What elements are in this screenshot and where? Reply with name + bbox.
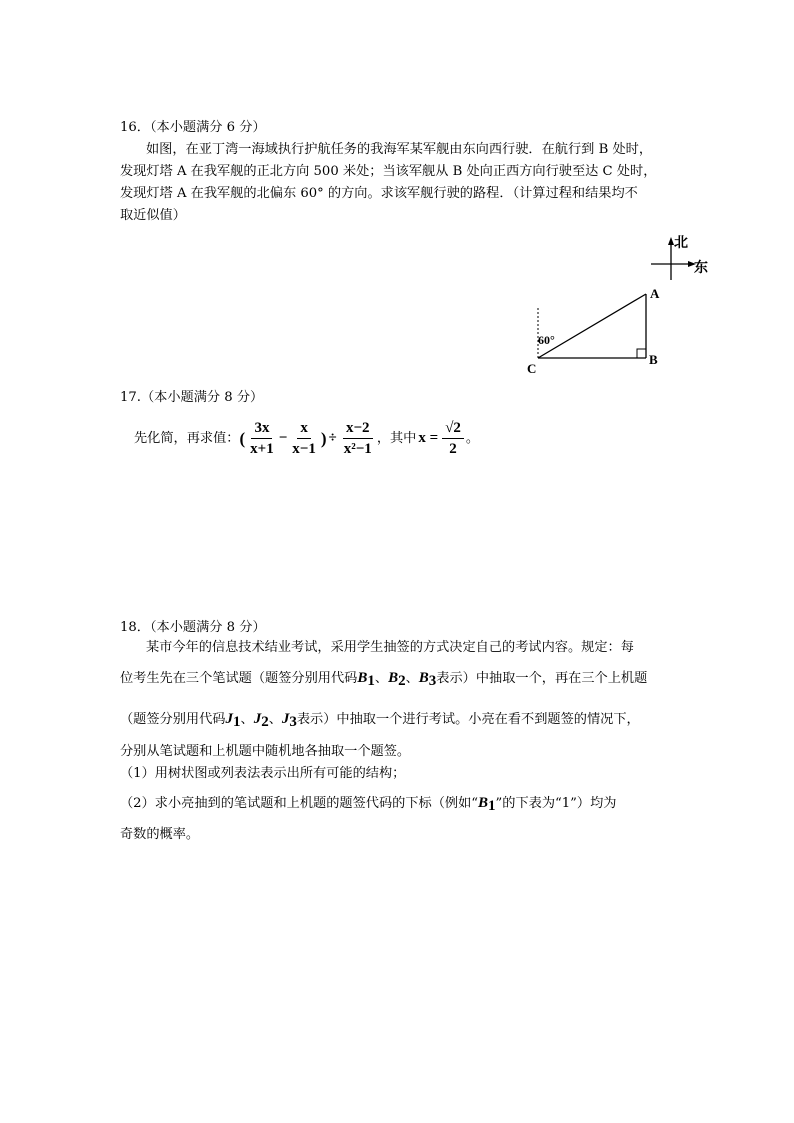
q18-line2-part-b: 表示）中抽取一个，再在三个上机题 (436, 671, 648, 686)
q18-part2 (120, 792, 616, 817)
sub-2: 2 (261, 714, 269, 730)
q17-expression (134, 420, 479, 457)
angle-label: 60° (538, 333, 555, 347)
code-j3: J (281, 711, 290, 727)
separator: 、 (405, 671, 419, 686)
q17-header: 17.（本小题满分 8 分） (120, 390, 264, 405)
triangle-figure (520, 228, 720, 378)
q18-text-line3 (120, 708, 640, 733)
q16-text-line2: 发现灯塔 A 在我军舰的正北方向 500 米处；当该军舰从 B 处向正西方向行驶至达 C 处时， (120, 164, 657, 179)
separator: 、 (240, 712, 254, 727)
q17-prefix: 先化简，再求值： (134, 430, 240, 446)
sub-1: 1 (233, 714, 241, 730)
side-ca (538, 294, 646, 358)
q18-text-line4: 分别从笔试题和上机题中随机地各抽取一个题签。 (120, 744, 411, 759)
code-b1-example: B (478, 795, 489, 811)
val-num: √2 (442, 420, 464, 439)
code-b1: B (357, 670, 368, 686)
code-b2: B (388, 670, 399, 686)
q18-line2-part-a: 位考生先在三个笔试题（题签分别用代码 (120, 671, 358, 686)
frac1-num: 3x (251, 420, 272, 439)
point-b-label: B (649, 352, 658, 367)
separator: 、 (374, 671, 389, 686)
minus-sign: − (278, 430, 288, 446)
frac2-num: x (297, 420, 311, 439)
point-a-label: A (650, 286, 660, 301)
q16-header: 16．（本小题满分 6 分） (120, 120, 266, 135)
q18-part2-cont: 奇数的概率。 (120, 827, 200, 842)
fraction-sqrt2-over-2 (442, 420, 464, 457)
q18-part2-a: （2）求小亮抽到的笔试题和上机题的题签代码的下标（例如“ (120, 796, 479, 811)
q18-line3-part-a: （题签分别用代码 (120, 712, 226, 727)
fraction-x (289, 420, 319, 457)
q16-text-line4: 取近似值） (120, 208, 186, 223)
right-angle-mark (637, 349, 646, 358)
sub-2: 2 (398, 673, 406, 689)
q18-part2-b: ”的下表为“1”）均为 (495, 796, 617, 811)
q16-text-line3: 发现灯塔 A 在我军舰的北偏东 60° 的方向。求该军舰行驶的路程．（计算过程和结果均不 (120, 186, 638, 201)
fraction-3x (247, 420, 277, 457)
frac2-den: x−1 (292, 441, 316, 457)
frac1-den: x+1 (250, 441, 274, 457)
point-c-label: C (527, 361, 537, 376)
q18-line3-part-b: 表示）中抽取一个进行考试。小亮在看不到题签的情况下， (296, 712, 640, 727)
sub-1: 1 (488, 798, 496, 814)
separator: 、 (268, 712, 282, 727)
q18-header: 18．（本小题满分 8 分） (120, 620, 266, 635)
q17-period: 。 (465, 430, 480, 446)
q18-text-line1: 某市今年的信息技术结业考试，采用学生抽签的方式决定自己的考试内容。规定：每 (146, 640, 634, 655)
frac3-den: x²−1 (343, 441, 372, 457)
q17-where: ，其中 (376, 430, 417, 446)
paren-close: ) (320, 428, 327, 448)
code-j2: J (253, 711, 262, 727)
code-j1: J (225, 711, 233, 727)
paren-open: ( (239, 428, 246, 448)
fraction-x-minus-2 (341, 420, 375, 457)
compass-north-label: 北 (674, 235, 688, 251)
q16-text-line1: 如图，在亚丁湾一海域执行护航任务的我海军某军舰由东向西行驶．在航行到 B 处时， (146, 142, 653, 157)
divide-sign: ÷ (328, 430, 337, 446)
q18-part1: （1）用树状图或列表法表示出所有可能的结构； (120, 766, 406, 781)
q18-text-line2 (120, 667, 647, 692)
sub-3: 3 (428, 673, 437, 689)
frac3-num: x−2 (343, 420, 373, 439)
code-b3: B (418, 670, 429, 686)
x-equals: x = (418, 430, 439, 446)
sub-1: 1 (367, 673, 375, 689)
sub-3: 3 (289, 714, 297, 730)
compass-east-label: 东 (694, 260, 708, 276)
val-den: 2 (449, 441, 457, 457)
